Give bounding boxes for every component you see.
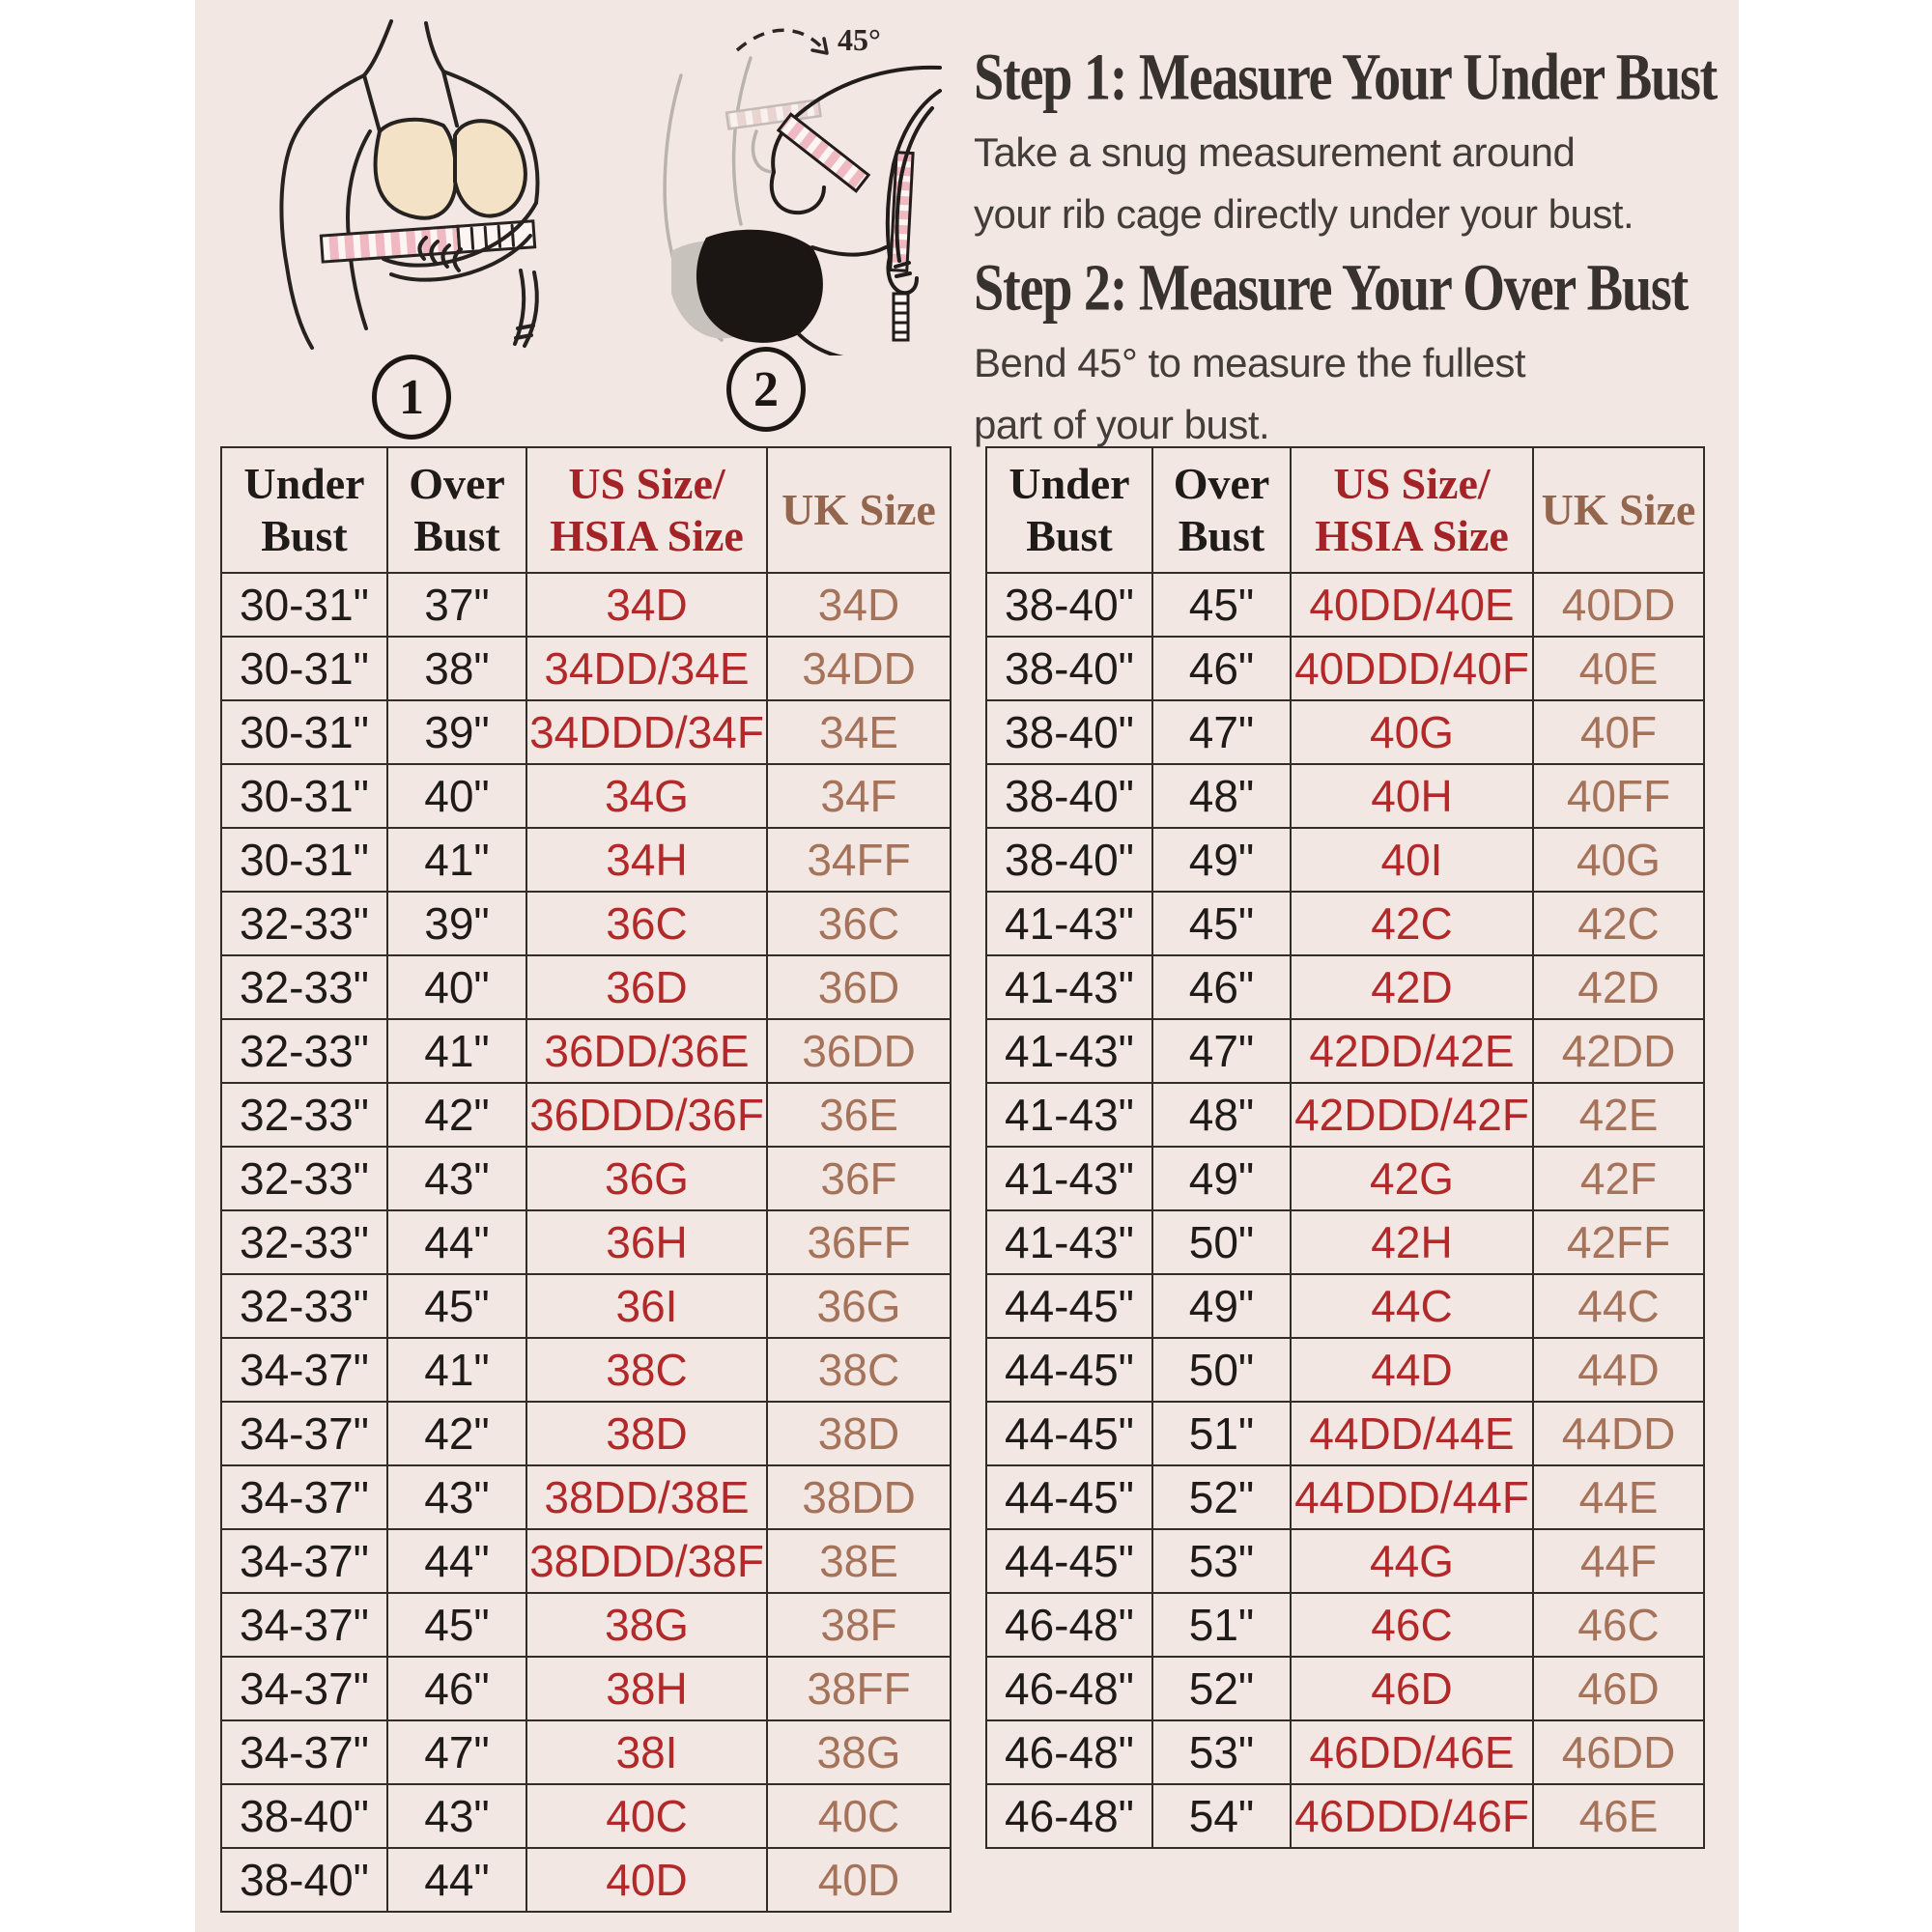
cell-uk-size: 40DD [1533, 573, 1704, 637]
cell-over-bust: 45" [1152, 573, 1291, 637]
cell-over-bust: 43" [387, 1465, 526, 1529]
cell-over-bust: 52" [1152, 1465, 1291, 1529]
header-under-bust: Under Bust [986, 447, 1152, 573]
header-uk-size: UK Size [767, 447, 951, 573]
cell-uk-size: 40FF [1533, 764, 1704, 828]
cell-uk-size: 36G [767, 1274, 951, 1338]
cell-over-bust: 41" [387, 828, 526, 892]
cell-uk-size: 40C [767, 1784, 951, 1848]
cell-uk-size: 44C [1533, 1274, 1704, 1338]
table-row [221, 1657, 951, 1720]
cell-us-size: 36H [526, 1210, 767, 1274]
cell-us-size: 42DDD/42F [1291, 1083, 1533, 1147]
table-row [986, 1210, 1704, 1274]
cell-under-bust: 30-31" [221, 764, 387, 828]
cell-over-bust: 42" [387, 1402, 526, 1465]
table-row [221, 828, 951, 892]
cell-uk-size: 40F [1533, 700, 1704, 764]
table-row [986, 1465, 1704, 1529]
header-uk-size: UK Size [1533, 447, 1704, 573]
cell-us-size: 34DD/34E [526, 637, 767, 700]
cell-under-bust: 38-40" [986, 637, 1152, 700]
table-row [986, 764, 1704, 828]
cell-uk-size: 38G [767, 1720, 951, 1784]
cell-over-bust: 53" [1152, 1529, 1291, 1593]
header-row [986, 447, 1704, 573]
cell-under-bust: 34-37" [221, 1529, 387, 1593]
cell-uk-size: 34E [767, 700, 951, 764]
cell-under-bust: 46-48" [986, 1593, 1152, 1657]
cell-over-bust: 37" [387, 573, 526, 637]
cell-over-bust: 45" [387, 1274, 526, 1338]
cell-us-size: 44DDD/44F [1291, 1465, 1533, 1529]
table-row [986, 1529, 1704, 1593]
table-row [221, 1019, 951, 1083]
cell-uk-size: 44F [1533, 1529, 1704, 1593]
cell-uk-size: 44D [1533, 1338, 1704, 1402]
cell-uk-size: 38DD [767, 1465, 951, 1529]
cell-uk-size: 46C [1533, 1593, 1704, 1657]
cell-us-size: 46C [1291, 1593, 1533, 1657]
cell-uk-size: 42FF [1533, 1210, 1704, 1274]
cell-over-bust: 43" [387, 1147, 526, 1210]
table-row [221, 1465, 951, 1529]
cell-under-bust: 32-33" [221, 1083, 387, 1147]
cell-under-bust: 30-31" [221, 637, 387, 700]
cell-us-size: 36DD/36E [526, 1019, 767, 1083]
cell-over-bust: 47" [1152, 1019, 1291, 1083]
cell-over-bust: 52" [1152, 1657, 1291, 1720]
cell-under-bust: 34-37" [221, 1720, 387, 1784]
cell-under-bust: 41-43" [986, 955, 1152, 1019]
table-row [221, 1338, 951, 1402]
cell-over-bust: 45" [387, 1593, 526, 1657]
cell-uk-size: 44E [1533, 1465, 1704, 1529]
cell-over-bust: 39" [387, 892, 526, 955]
cell-over-bust: 51" [1152, 1402, 1291, 1465]
cell-under-bust: 44-45" [986, 1529, 1152, 1593]
cell-us-size: 40C [526, 1784, 767, 1848]
cell-us-size: 38C [526, 1338, 767, 1402]
table-row [986, 1274, 1704, 1338]
cell-over-bust: 46" [387, 1657, 526, 1720]
table-row [986, 1083, 1704, 1147]
cell-over-bust: 43" [387, 1784, 526, 1848]
cell-uk-size: 38F [767, 1593, 951, 1657]
cell-us-size: 38G [526, 1593, 767, 1657]
cell-uk-size: 44DD [1533, 1402, 1704, 1465]
cell-under-bust: 38-40" [986, 573, 1152, 637]
cell-us-size: 38H [526, 1657, 767, 1720]
cell-uk-size: 36DD [767, 1019, 951, 1083]
table-row [986, 1147, 1704, 1210]
cell-under-bust: 32-33" [221, 1274, 387, 1338]
cell-uk-size: 38E [767, 1529, 951, 1593]
step-2-line-1: Bend 45° to measure the fullest [974, 340, 1525, 385]
left-size-table [220, 446, 952, 1913]
cell-under-bust: 32-33" [221, 1147, 387, 1210]
cell-us-size: 38I [526, 1720, 767, 1784]
cell-over-bust: 45" [1152, 892, 1291, 955]
table-row [986, 1784, 1704, 1848]
cell-over-bust: 41" [387, 1338, 526, 1402]
cell-us-size: 42G [1291, 1147, 1533, 1210]
cell-over-bust: 38" [387, 637, 526, 700]
cell-uk-size: 46D [1533, 1657, 1704, 1720]
table-row [221, 1848, 951, 1912]
cell-over-bust: 47" [387, 1720, 526, 1784]
cell-under-bust: 46-48" [986, 1784, 1152, 1848]
table-row [986, 955, 1704, 1019]
cell-under-bust: 32-33" [221, 1210, 387, 1274]
step-1-description [974, 122, 1634, 245]
cell-us-size: 42D [1291, 955, 1533, 1019]
cell-us-size: 34D [526, 573, 767, 637]
cell-us-size: 40DDD/40F [1291, 637, 1533, 700]
table-row [986, 1338, 1704, 1402]
cell-us-size: 36DDD/36F [526, 1083, 767, 1147]
cell-over-bust: 53" [1152, 1720, 1291, 1784]
cell-uk-size: 36F [767, 1147, 951, 1210]
table-row [221, 573, 951, 637]
table-row [986, 573, 1704, 637]
cell-us-size: 46DD/46E [1291, 1720, 1533, 1784]
cell-us-size: 36G [526, 1147, 767, 1210]
table-row [221, 637, 951, 700]
cell-us-size: 38D [526, 1402, 767, 1465]
cell-us-size: 44G [1291, 1529, 1533, 1593]
cell-under-bust: 34-37" [221, 1338, 387, 1402]
cell-uk-size: 38FF [767, 1657, 951, 1720]
cell-under-bust: 41-43" [986, 1083, 1152, 1147]
header-over-bust: Over Bust [387, 447, 526, 573]
cell-under-bust: 30-31" [221, 828, 387, 892]
cell-uk-size: 42DD [1533, 1019, 1704, 1083]
cell-uk-size: 36FF [767, 1210, 951, 1274]
cell-uk-size: 34FF [767, 828, 951, 892]
table-row [221, 1210, 951, 1274]
cell-uk-size: 40E [1533, 637, 1704, 700]
cell-uk-size: 38D [767, 1402, 951, 1465]
cell-under-bust: 44-45" [986, 1402, 1152, 1465]
step-1-line-1: Take a snug measurement around [974, 129, 1576, 175]
cell-uk-size: 36C [767, 892, 951, 955]
cell-us-size: 38DDD/38F [526, 1529, 767, 1593]
table-row [986, 1593, 1704, 1657]
cell-under-bust: 34-37" [221, 1465, 387, 1529]
cell-under-bust: 44-45" [986, 1338, 1152, 1402]
header-us-size: US Size/ HSIA Size [526, 447, 767, 573]
cell-uk-size: 42D [1533, 955, 1704, 1019]
table-row [221, 955, 951, 1019]
cell-under-bust: 38-40" [221, 1784, 387, 1848]
cell-under-bust: 41-43" [986, 892, 1152, 955]
step-2-line-2: part of your bust. [974, 402, 1270, 447]
step-2-title: Step 2: Measure Your Over Bust [974, 250, 1688, 325]
cell-over-bust: 46" [1152, 955, 1291, 1019]
cell-over-bust: 48" [1152, 1083, 1291, 1147]
cell-us-size: 40H [1291, 764, 1533, 828]
cell-us-size: 34H [526, 828, 767, 892]
cell-under-bust: 32-33" [221, 955, 387, 1019]
cell-over-bust: 41" [387, 1019, 526, 1083]
cell-uk-size: 36E [767, 1083, 951, 1147]
table-row [986, 1019, 1704, 1083]
table-row [986, 1657, 1704, 1720]
cell-over-bust: 47" [1152, 700, 1291, 764]
cell-over-bust: 40" [387, 764, 526, 828]
cell-over-bust: 42" [387, 1083, 526, 1147]
cell-uk-size: 34F [767, 764, 951, 828]
figure-2-digit: 2 [753, 361, 779, 417]
cell-us-size: 44D [1291, 1338, 1533, 1402]
step-1-line-2: your rib cage directly under your bust. [974, 191, 1634, 237]
step-1-title: Step 1: Measure Your Under Bust [974, 40, 1717, 114]
table-row [221, 1402, 951, 1465]
cell-under-bust: 38-40" [986, 828, 1152, 892]
table-row [986, 1720, 1704, 1784]
cell-us-size: 40I [1291, 828, 1533, 892]
cell-us-size: 46DDD/46F [1291, 1784, 1533, 1848]
cell-under-bust: 41-43" [986, 1019, 1152, 1083]
cell-under-bust: 30-31" [221, 573, 387, 637]
cell-uk-size: 34DD [767, 637, 951, 700]
cell-us-size: 42C [1291, 892, 1533, 955]
cell-over-bust: 50" [1152, 1338, 1291, 1402]
cell-uk-size: 42C [1533, 892, 1704, 955]
table-row [986, 828, 1704, 892]
cell-under-bust: 41-43" [986, 1147, 1152, 1210]
table-row [221, 1274, 951, 1338]
cell-under-bust: 46-48" [986, 1657, 1152, 1720]
cell-uk-size: 42F [1533, 1147, 1704, 1210]
header-us-size: US Size/ HSIA Size [1291, 447, 1533, 573]
cell-under-bust: 41-43" [986, 1210, 1152, 1274]
cell-us-size: 36I [526, 1274, 767, 1338]
cell-us-size: 44DD/44E [1291, 1402, 1533, 1465]
table-row [986, 1402, 1704, 1465]
header-over-bust: Over Bust [1152, 447, 1291, 573]
cell-over-bust: 51" [1152, 1593, 1291, 1657]
cell-over-bust: 46" [1152, 637, 1291, 700]
cell-uk-size: 38C [767, 1338, 951, 1402]
cell-under-bust: 34-37" [221, 1402, 387, 1465]
cell-under-bust: 38-40" [221, 1848, 387, 1912]
cell-over-bust: 44" [387, 1210, 526, 1274]
cell-over-bust: 44" [387, 1848, 526, 1912]
angle-label: 45° [838, 22, 881, 57]
cell-under-bust: 44-45" [986, 1465, 1152, 1529]
cell-over-bust: 44" [387, 1529, 526, 1593]
cell-us-size: 34DDD/34F [526, 700, 767, 764]
cell-us-size: 44C [1291, 1274, 1533, 1338]
cell-under-bust: 38-40" [986, 764, 1152, 828]
cell-us-size: 36D [526, 955, 767, 1019]
table-row [221, 1784, 951, 1848]
cell-us-size: 40DD/40E [1291, 573, 1533, 637]
table-row [986, 892, 1704, 955]
cell-over-bust: 49" [1152, 1147, 1291, 1210]
figure-1-number [372, 355, 451, 440]
table-row [986, 700, 1704, 764]
cell-under-bust: 32-33" [221, 1019, 387, 1083]
right-size-table [985, 446, 1705, 1849]
cell-under-bust: 46-48" [986, 1720, 1152, 1784]
cell-us-size: 40D [526, 1848, 767, 1912]
table-row [221, 700, 951, 764]
cell-us-size: 40G [1291, 700, 1533, 764]
cell-under-bust: 30-31" [221, 700, 387, 764]
table-row [221, 1720, 951, 1784]
cell-under-bust: 34-37" [221, 1657, 387, 1720]
cell-uk-size: 46E [1533, 1784, 1704, 1848]
table-row [986, 637, 1704, 700]
cell-uk-size: 42E [1533, 1083, 1704, 1147]
table-row [221, 1147, 951, 1210]
cell-us-size: 38DD/38E [526, 1465, 767, 1529]
cell-under-bust: 44-45" [986, 1274, 1152, 1338]
cell-us-size: 36C [526, 892, 767, 955]
cell-uk-size: 46DD [1533, 1720, 1704, 1784]
cell-uk-size: 40D [767, 1848, 951, 1912]
cell-under-bust: 32-33" [221, 892, 387, 955]
figure-2-number [726, 347, 806, 432]
cell-under-bust: 38-40" [986, 700, 1152, 764]
measure-under-bust-illustration [237, 17, 570, 351]
cell-over-bust: 49" [1152, 1274, 1291, 1338]
cell-uk-size: 40G [1533, 828, 1704, 892]
measure-over-bust-illustration [613, 8, 947, 355]
table-row [221, 892, 951, 955]
cell-uk-size: 36D [767, 955, 951, 1019]
cell-over-bust: 40" [387, 955, 526, 1019]
header-under-bust: Under Bust [221, 447, 387, 573]
cell-us-size: 42DD/42E [1291, 1019, 1533, 1083]
cell-us-size: 46D [1291, 1657, 1533, 1720]
header-row [221, 447, 951, 573]
table-row [221, 1529, 951, 1593]
cell-over-bust: 49" [1152, 828, 1291, 892]
table-row [221, 764, 951, 828]
cell-over-bust: 48" [1152, 764, 1291, 828]
cell-over-bust: 39" [387, 700, 526, 764]
cell-over-bust: 50" [1152, 1210, 1291, 1274]
figure-1-digit: 1 [399, 369, 424, 425]
cell-us-size: 42H [1291, 1210, 1533, 1274]
table-row [221, 1083, 951, 1147]
cell-over-bust: 54" [1152, 1784, 1291, 1848]
cell-uk-size: 34D [767, 573, 951, 637]
table-row [221, 1593, 951, 1657]
step-2-description [974, 332, 1525, 456]
cell-us-size: 34G [526, 764, 767, 828]
cell-under-bust: 34-37" [221, 1593, 387, 1657]
